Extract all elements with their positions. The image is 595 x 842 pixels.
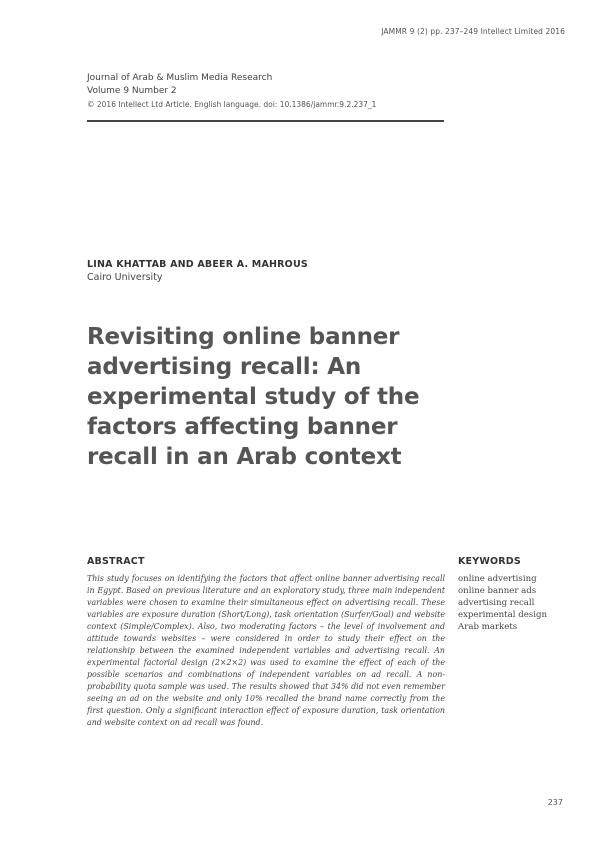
abstract-heading: ABSTRACT (87, 556, 145, 567)
keyword-item: online banner ads (458, 586, 537, 596)
keyword-item: Arab markets (458, 622, 518, 632)
author-affiliation: Cairo University (87, 272, 163, 283)
journal-name: Journal of Arab & Muslim Media Research (87, 73, 273, 83)
keyword-item: online advertising (458, 574, 537, 584)
keywords-list (458, 573, 547, 633)
citation-header: JAMMR 9 (2) pp. 237–249 Intellect Limited 2016 (381, 27, 565, 36)
abstract-text: This study focuses on identifying the factors that affect online banner advertising recall in Egypt. Based on previous literature and an exploratory study, three main independent variables were chosen to examine their simultaneous effect on advertising recall. These variables are exposure duration (Short/Long), task orientation (Surfer/Goal) and website context (Simple/Complex). Also, two moderating factors – the level of involvement and attitude towards websites – were considered in order to study their effect on the relationship between the examined independent variables and advertising recall. An experimental factorial design (2×2×2) was used to examine the effect of each of the possible scenarios and combinations of independent variables on ad recall. A non-probability quota sample was used. The results showed that 34% did not even remember seeing an ad on the website and only 10% recalled the brand name correctly from the first question. Only a significant interaction effect of exposure duration, task orientation and website context on ad recall was found. (87, 574, 445, 727)
keyword-item: experimental design (458, 610, 547, 620)
journal-volume: Volume 9 Number 2 (87, 86, 177, 96)
page-number: 237 (547, 798, 563, 807)
author-names: LINA KHATTAB AND ABEER A. MAHROUS (87, 259, 308, 270)
keyword-item: advertising recall (458, 598, 535, 608)
copyright-doi: © 2016 Intellect Ltd Article. English language. doi: 10.1386/jammr.9.2.237_1 (87, 100, 377, 109)
journal-info (87, 72, 376, 111)
header-rule (87, 120, 444, 122)
article-title: Revisiting online banner advertising recall: An experimental study of the factors affecting banner recall in an Arab context (87, 324, 420, 470)
keywords-heading: KEYWORDS (458, 556, 521, 567)
author-block (87, 258, 308, 284)
